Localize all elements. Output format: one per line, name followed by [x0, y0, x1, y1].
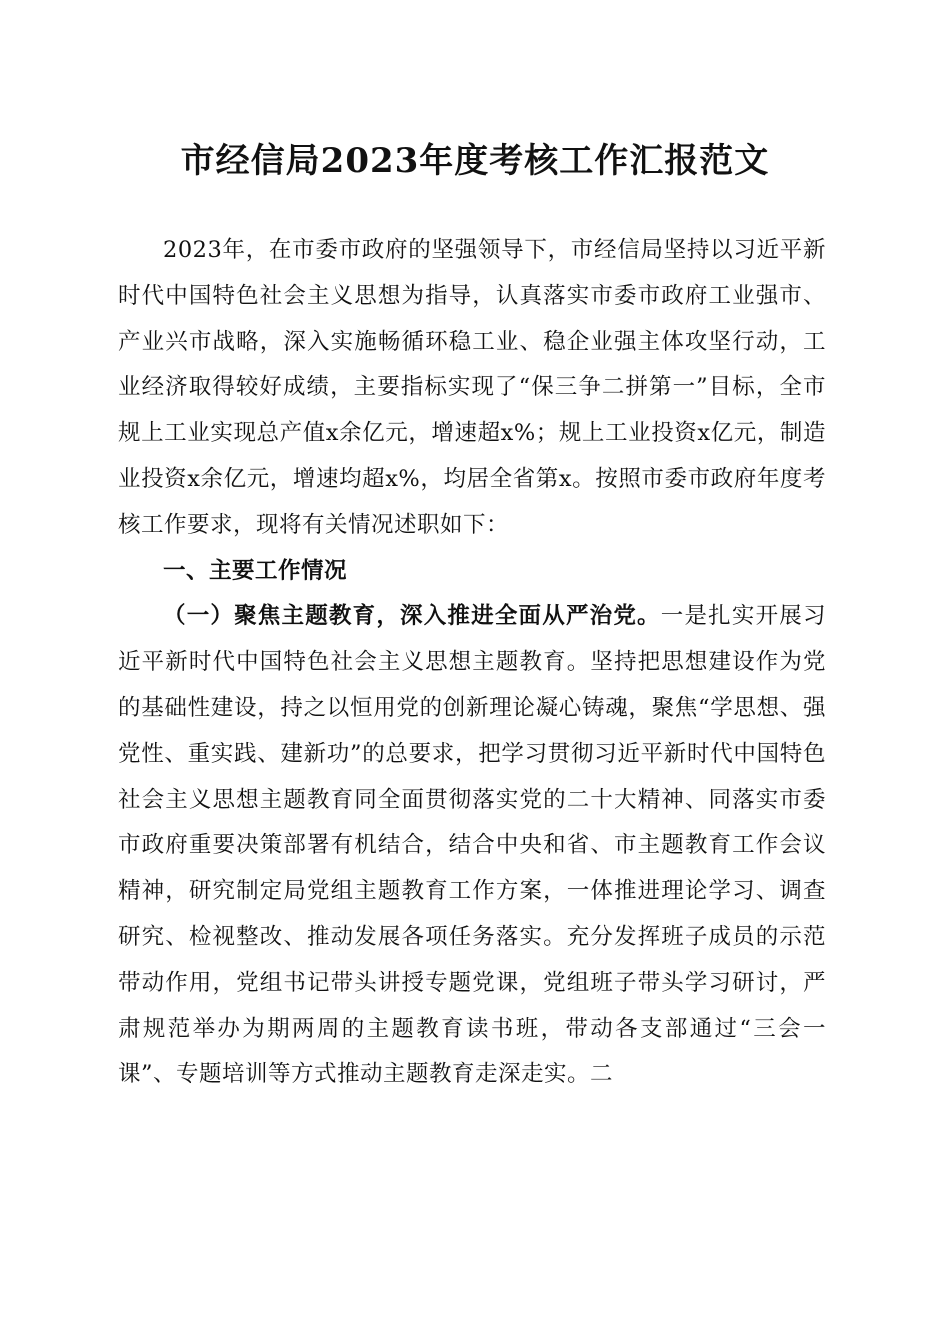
- intro-paragraph: 2023年，在市委市政府的坚强领导下，市经信局坚持以习近平新时代中国特色社会主义思想为指导，认真落实市委市政府工业强市、产业兴市战略，深入实施畅循环稳工业、稳企业强主体攻坚行动，工业经济取得较好成绩，主要指标实现了“保三争二拼第一”目标，全市规上工业实现总产值x余亿元，增速超x%；规上工业投资x亿元，制造业投资x余亿元，增速均超x%，均居全省第x。按照市委市政府年度考核工作要求，现将有关情况述职如下：: [118, 237, 826, 538]
- document-title: 市经信局2023年度考核工作汇报范文: [180, 141, 770, 181]
- subsection-body: 一是扎实开展习近平新时代中国特色社会主义思想主题教育。坚持把思想建设作为党的基础性建设，持之以恒用党的创新理论凝心铸魂，聚焦“学思想、强党性、重实践、建新功”的总要求，把学习贯彻习近平新时代中国特色社会主义思想主题教育同全面贯彻落实党的二十大精神、同落实市委市政府重要决策部署有机结合，结合中央和省、市主题教育工作会议精神，研究制定局党组主题教育工作方案，一体推进理论学习、调查研究、检视整改、推动发展各项任务落实。充分发挥班子成员的示范带动作用，党组书记带头讲授专题党课，党组班子带头学习研讨，严肃规范举办为期两周的主题教育读书班，带动各支部通过“三会一课”、专题培训等方式推动主题教育走深走实。二: [118, 603, 826, 1088]
- section-heading: 一、主要工作情况: [163, 557, 348, 584]
- subsection-lead: （一）聚焦主题教育，深入推进全面从严治党。: [163, 603, 661, 630]
- document-body: [118, 228, 826, 1098]
- subsection-paragraph: [118, 594, 826, 1098]
